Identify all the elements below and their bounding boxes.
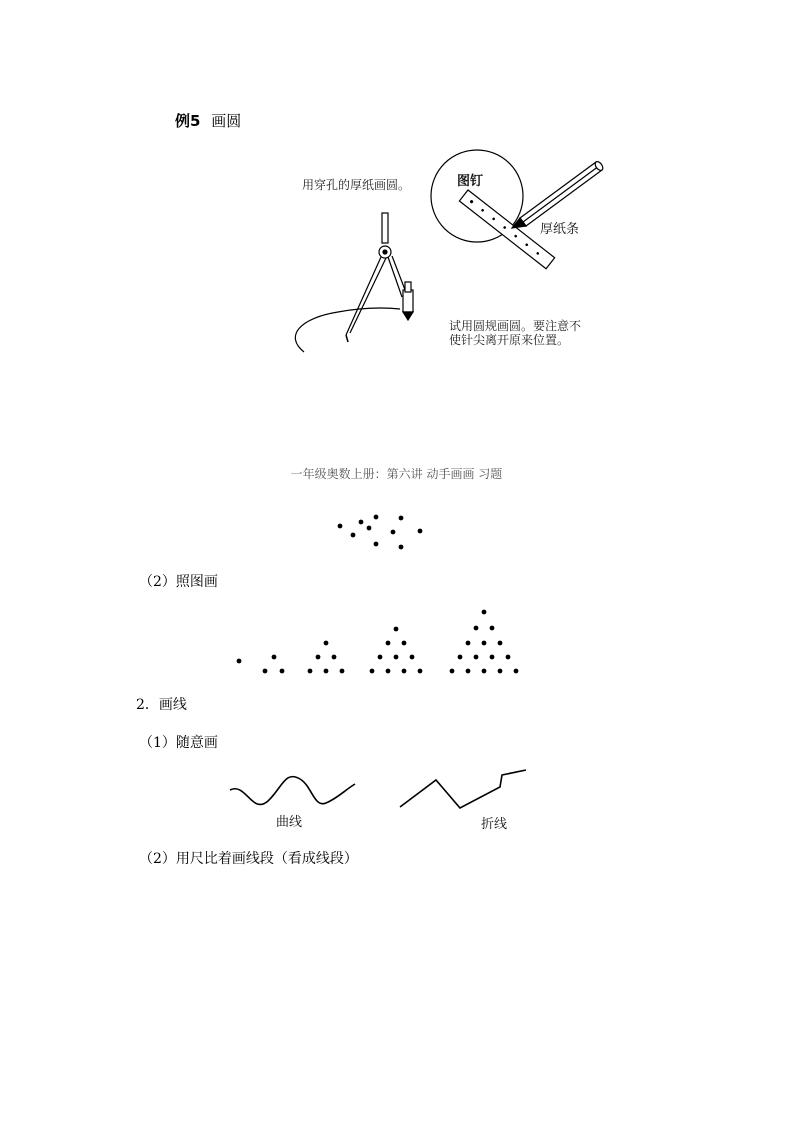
- strip-label: 厚纸条: [540, 222, 580, 237]
- exercise-free-draw: （1）随意画: [139, 735, 218, 751]
- exercise-ruler-draw: （2）用尺比着画线段（看成线段）: [139, 851, 358, 867]
- example-number: 例5: [175, 112, 201, 130]
- pushpin-method-caption: 用穿孔的厚纸画圆。: [302, 178, 411, 192]
- section2-title: 2．画线: [136, 697, 187, 713]
- exercise-draw-by-picture: （2）照图画: [139, 574, 218, 590]
- curve-label: 曲线: [276, 815, 303, 830]
- compass-caption-line1: 试用圆规画圆。要注意不: [449, 319, 582, 333]
- curve-line: [230, 777, 355, 805]
- page-header: 一年级奥数上册：第六讲 动手画画 习题: [290, 467, 503, 481]
- pushpin-label: 图钉: [457, 174, 484, 189]
- polyline-line: [400, 770, 526, 808]
- compass-caption-line2: 使针尖离开原来位置。: [449, 333, 570, 347]
- polyline-label: 折线: [481, 817, 508, 832]
- example-title: 画圆: [211, 112, 242, 130]
